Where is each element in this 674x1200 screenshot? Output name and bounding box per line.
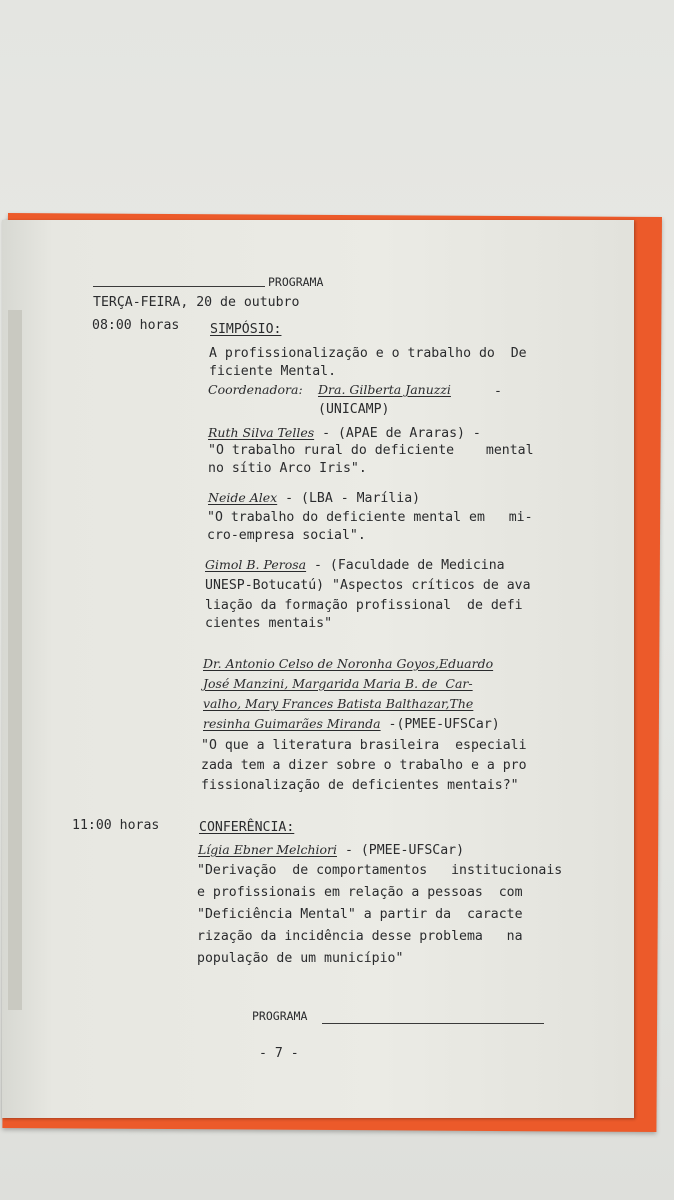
day-heading: TERÇA-FEIRA, 20 de outubro bbox=[93, 295, 300, 310]
lecture-title-line1: "Derivação de comportamentos institucionais bbox=[197, 863, 563, 878]
group-entry-line4 bbox=[203, 715, 500, 734]
speaker-3-title-line3: cientes mentais" bbox=[205, 616, 333, 631]
group-title-line2: zada tem a dizer sobre o trabalho e a pro bbox=[201, 758, 527, 773]
lecture-speaker-name: Lígia Ebner Melchiori bbox=[198, 842, 337, 857]
footer-programa: PROGRAMA bbox=[252, 1009, 308, 1023]
lecture-title-line4: rização da incidência desse problema na bbox=[197, 929, 523, 944]
speaker-3-title-line1: UNESP-Botucatú) "Aspectos críticos de ava bbox=[205, 578, 531, 593]
group-title-line1: "O que a literatura brasileira especiali bbox=[201, 738, 527, 753]
session1-time: 08:00 horas bbox=[92, 318, 180, 333]
header-programa: PROGRAMA bbox=[268, 275, 324, 289]
group-names-line4: resinha Guimarães Miranda bbox=[203, 716, 381, 731]
speaker-institution: - (APAE de Araras) - bbox=[314, 426, 481, 441]
speaker-name: Neide Alex bbox=[208, 490, 278, 505]
footer-rule bbox=[322, 1023, 544, 1024]
speaker-1-title-line2: no sítio Arco Iris". bbox=[208, 461, 367, 476]
speaker-institution: - (LBA - Marília) bbox=[277, 491, 421, 506]
page-edge-shadow bbox=[8, 310, 22, 1010]
speaker-2-title-line2: cro-empresa social". bbox=[207, 528, 366, 543]
speaker-entry-2 bbox=[208, 489, 420, 508]
session1-topic-line1: A profissionalização e o trabalho do De bbox=[209, 346, 527, 361]
coordinator-dash: - bbox=[494, 384, 502, 399]
lecture-title-line2: e profissionais em relação a pessoas com bbox=[197, 885, 523, 900]
coordinator-institution: (UNICAMP) bbox=[318, 402, 390, 417]
session2-time: 11:00 horas bbox=[72, 818, 160, 833]
session1-topic-line2: ficiente Mental. bbox=[209, 364, 337, 379]
page-number: - 7 - bbox=[259, 1046, 299, 1061]
coordinator-name: Dra. Gilberta Januzzi bbox=[318, 382, 451, 397]
lecture-title-line3: "Deficiência Mental" a partir da caracte bbox=[197, 907, 523, 922]
lecture-title-line5: população de um município" bbox=[197, 951, 404, 966]
group-title-line3: fissionalização de deficientes mentais?" bbox=[201, 778, 519, 793]
session2-type: CONFERÊNCIA: bbox=[199, 820, 295, 835]
group-names-line1: Dr. Antonio Celso de Noronha Goyos,Eduardo bbox=[203, 656, 494, 671]
group-names-line2: José Manzini, Margarida Maria B. de Car- bbox=[203, 676, 473, 691]
speaker-2-title-line1: "O trabalho do deficiente mental em mi- bbox=[207, 510, 533, 525]
header-rule bbox=[93, 286, 265, 287]
group-names-line3: valho, Mary Frances Batista Balthazar,The bbox=[203, 696, 474, 711]
speaker-name: Gimol B. Perosa bbox=[205, 557, 307, 572]
speaker-3-title-line2: liação da formação profissional de defi bbox=[205, 598, 523, 613]
session1-type: SIMPÓSIO: bbox=[210, 322, 282, 337]
lecture-speaker-institution: - (PMEE-UFSCar) bbox=[337, 843, 465, 858]
coordinator-label: Coordenadora: bbox=[208, 382, 303, 397]
speaker-institution: - (Faculdade de Medicina bbox=[306, 558, 505, 573]
speaker-entry-1 bbox=[208, 424, 481, 443]
lecture-speaker-entry bbox=[198, 841, 464, 860]
speaker-1-title-line1: "O trabalho rural do deficiente mental bbox=[208, 443, 534, 458]
speaker-name: Ruth Silva Telles bbox=[208, 425, 315, 440]
speaker-entry-3 bbox=[205, 556, 505, 575]
group-institution: -(PMEE-UFSCar) bbox=[380, 717, 500, 732]
